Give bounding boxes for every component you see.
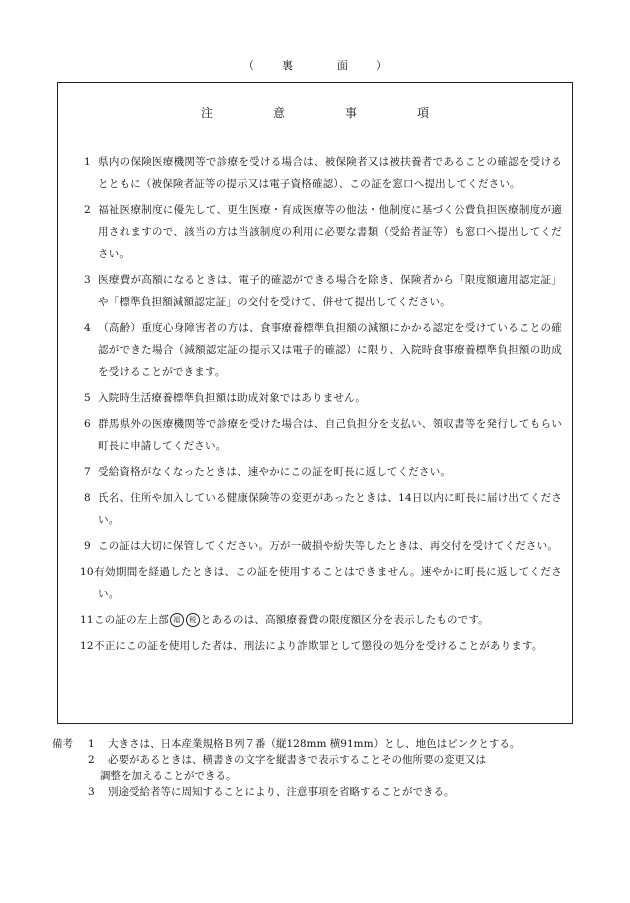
item-text: 福祉医療制度に優先して、更生医療・育成医療等の他法・他制度に基づく公費負担医療制度が適用されますので、該当の方は当該制度の利用に必要な書類（受給者証等）も窓口へ提出してください。 bbox=[98, 204, 562, 260]
remark-text: 別途受給者等に周知することにより、注意事項を省略することができる。 bbox=[108, 786, 455, 798]
side-label-word1: 裏 bbox=[282, 59, 293, 72]
remark-number: 1 bbox=[88, 738, 95, 750]
side-label-open: （ bbox=[243, 59, 254, 72]
notice-item bbox=[84, 487, 562, 531]
item-number: 4 bbox=[84, 322, 91, 334]
item-text: この証の左上部 bbox=[94, 614, 169, 626]
item-text: 県内の保険医療機関等で診療を受ける場合は、被保険者又は被扶養者であることの確認を受けるとともに（被保険者証等の提示又は電子資格確認）、この証を窓口へ提出してください。 bbox=[98, 156, 562, 190]
notice-item bbox=[84, 199, 562, 265]
item-text: 入院時生活療養標準負担額は助成対象ではありません。 bbox=[98, 392, 367, 404]
heading-char: 意 bbox=[272, 106, 285, 120]
item-text: とあるのは、高額療養費の限度額区分を表示したものです。 bbox=[200, 614, 489, 626]
notice-items bbox=[80, 151, 562, 661]
item-number: 1 bbox=[84, 156, 91, 168]
heading-char: 事 bbox=[345, 106, 358, 120]
side-label bbox=[0, 60, 630, 71]
notice-item bbox=[84, 387, 562, 409]
item-number: 6 bbox=[84, 418, 91, 430]
remark-number: 2 bbox=[88, 754, 95, 766]
item-text: 有効期間を経過したときは、この証を使用することはできません。速やかに町長に返してください。 bbox=[94, 566, 562, 600]
item-number: 12 bbox=[80, 640, 94, 652]
item-text: （高齢）重度心身障害者の方は、食事療養標準負担額の減額にかかる認定を受けていることの確認ができた場合（減額認定証の提示又は電子的確認）に限り、入院時食事療養標準負担額の助成を受けることができます。 bbox=[98, 322, 562, 378]
side-label-word2: 面 bbox=[337, 59, 348, 72]
remarks bbox=[52, 736, 572, 800]
item-number: 5 bbox=[84, 392, 91, 404]
remark-row bbox=[52, 736, 572, 752]
side-label-close: ） bbox=[376, 59, 387, 72]
item-text: 群馬県外の医療機関等で診療を受けた場合は、自己負担分を支払い、領収書等を発行してもらい町長に申請してください。 bbox=[98, 418, 562, 452]
item-text: 医療費が高額になるときは、電子的確認ができる場合を除き、保険者から「限度額適用認定証」や「標準負担額減額認定証」の交付を受けて、併せて提出してください。 bbox=[98, 274, 562, 308]
limit-mark-fuku: 福 bbox=[170, 613, 184, 627]
heading-char: 項 bbox=[417, 106, 430, 120]
remarks-prefix: 備考 bbox=[52, 738, 73, 750]
notice-item bbox=[84, 461, 562, 483]
notice-item bbox=[84, 269, 562, 313]
notice-item bbox=[80, 561, 562, 605]
item-text: 不正にこの証を使用した者は、刑法により詐欺罪として懲役の処分を受けることがあります。 bbox=[94, 640, 543, 652]
item-number: 3 bbox=[84, 274, 91, 286]
notice-item bbox=[84, 535, 562, 557]
notice-item bbox=[80, 635, 562, 657]
remark-number: 3 bbox=[88, 786, 95, 798]
remark-text: 必要があるときは、横書きの文字を縦書きで表示することその他所要の変更又は bbox=[108, 754, 486, 766]
item-text: この証は大切に保管してください。万が一破損や紛失等したときは、再交付を受けてください。 bbox=[98, 540, 559, 552]
heading-char: 注 bbox=[200, 106, 213, 120]
item-number: 8 bbox=[84, 492, 91, 504]
remark-row bbox=[52, 752, 572, 768]
notice-item bbox=[80, 609, 562, 631]
item-text: 受給資格がなくなったときは、速やかにこの証を町長に返してください。 bbox=[98, 466, 452, 478]
item-number: 7 bbox=[84, 466, 91, 478]
remark-text: 大きさは、日本産業規格Ｂ列７番（縦128mm 横91mm）とし、地色はピンクとする。 bbox=[108, 738, 521, 750]
notice-item bbox=[84, 317, 562, 383]
notice-box bbox=[57, 82, 573, 724]
item-number: 11 bbox=[80, 614, 94, 626]
notice-heading bbox=[58, 107, 572, 119]
remark-continuation: 調整を加えることができる。 bbox=[100, 770, 237, 782]
notice-item bbox=[84, 151, 562, 195]
item-number: 2 bbox=[84, 204, 91, 216]
limit-mark-zei: 税 bbox=[186, 613, 200, 627]
item-number: 9 bbox=[84, 540, 91, 552]
item-text: 氏名、住所や加入している健康保険等の変更があったときは、14日以内に町長に届け出てください。 bbox=[98, 492, 562, 526]
notice-item bbox=[84, 413, 562, 457]
item-number: 10 bbox=[80, 566, 94, 578]
remark-row bbox=[52, 784, 572, 800]
